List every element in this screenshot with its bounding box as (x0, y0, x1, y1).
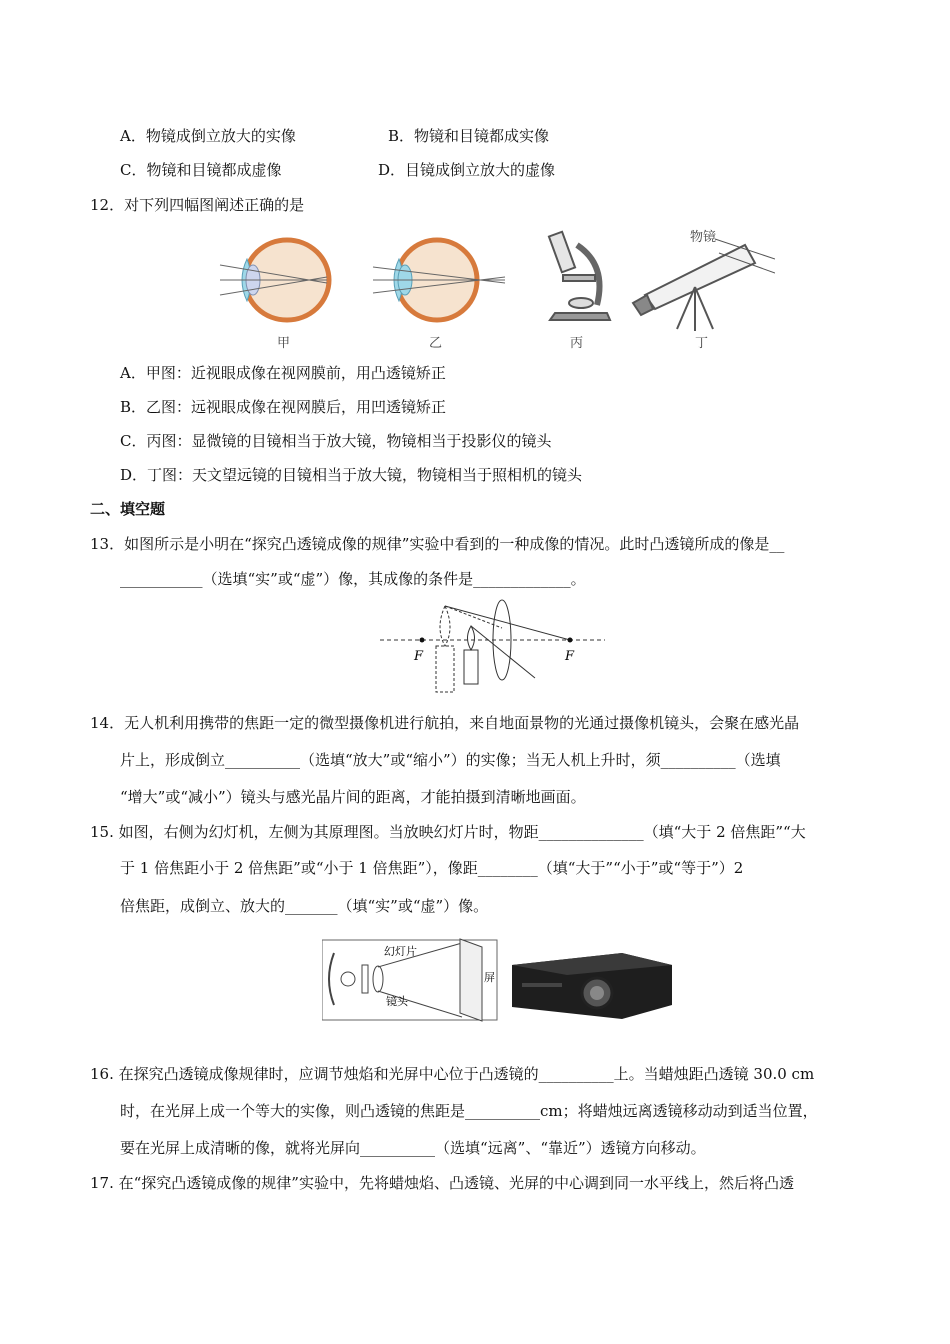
q15-projector-figure (322, 935, 677, 1023)
q14-line1: 14．无人机利用携带的焦距一定的微型摄像机进行航拍，来自地面景物的光通过摄像机镜头，会聚在感光晶 (90, 714, 800, 732)
eye-figure-jia (220, 240, 329, 320)
lens-label: 镜头 (386, 995, 408, 1008)
q16-line1: 16. 在探究凸透镜成像规律时，应调节烛焰和光屏中心位于凸透镜的__________上。当蜡烛距凸透镜 30.0 cm (90, 1065, 815, 1083)
q11-option-a: A．物镜成倒立放大的实像 (120, 127, 296, 145)
q15-line1: 15. 如图，右侧为幻灯机，左侧为其原理图。当放映幻灯片时，物距______________（填“大于 2 倍焦距”“大 (90, 823, 806, 841)
q11-option-b: B．物镜和目镜都成实像 (388, 127, 550, 145)
q12-option-a: A．甲图：近视眼成像在视网膜前，用凸透镜矫正 (120, 364, 446, 382)
microscope-figure (549, 232, 610, 320)
q17-line1: 17. 在“探究凸透镜成像的规律”实验中，先将蜡烛焰、凸透镜、光屏的中心调到同一水平线上，然后将凸透 (90, 1174, 794, 1192)
q12-option-d: D．丁图：天文望远镜的目镜相当于放大镜，物镜相当于照相机的镜头 (120, 466, 583, 484)
q12-figures (215, 225, 775, 355)
q13-lens-diagram (380, 598, 605, 698)
focal-point-left: F (414, 649, 424, 664)
telescope-figure (633, 239, 775, 331)
q12-stem: 12．对下列四幅图阐述正确的是 (90, 196, 305, 214)
q14-line3: “增大”或“减小”）镜头与感光晶片间的距离，才能拍摄到清晰地画面。 (120, 788, 586, 806)
caption-yi: 乙 (429, 336, 443, 351)
q15-line3: 倍焦距，成倒立、放大的_______（填“实”或“虚”）像。 (120, 897, 489, 915)
caption-jia: 甲 (277, 336, 291, 351)
telescope-label: 物镜 (690, 230, 717, 245)
q13-line2: ___________（选填“实”或“虚”）像，其成像的条件是_____________。 (120, 570, 586, 588)
caption-bing: 丙 (570, 336, 584, 351)
q15-line2: 于 1 倍焦距小于 2 倍焦距”或“小于 1 倍焦距”），像距________（填“大于”“小于”或“等于”）2 (120, 859, 744, 877)
q16-line2: 时，在光屏上成一个等大的实像，则凸透镜的焦距是__________cm；将蜡烛远离透镜移动动到适当位置， (120, 1102, 818, 1120)
screen-label: 屏 (484, 971, 495, 984)
eye-figure-yi (373, 240, 505, 320)
q16-line3: 要在光屏上成清晰的像，就将光屏向__________（选填“远离”、“靠近”）透镜方向移动。 (120, 1139, 706, 1157)
q11-option-d: D．目镜成倒立放大的虚像 (378, 161, 556, 179)
focal-point-right: F (565, 649, 575, 664)
slide-label: 幻灯片 (384, 945, 417, 958)
q13-line1: 13．如图所示是小明在“探究凸透镜成像的规律”实验中看到的一种成像的情况。此时凸透镜所成的像是__ (90, 535, 785, 553)
caption-ding: 丁 (695, 336, 709, 351)
q14-line2: 片上，形成倒立__________（选填“放大”或“缩小”）的实像；当无人机上升时，须__________（选填 (120, 751, 781, 769)
q12-option-b: B．乙图：远视眼成像在视网膜后，用凹透镜矫正 (120, 398, 447, 416)
q11-option-c: C．物镜和目镜都成虚像 (120, 161, 282, 179)
section-title: 二、填空题 (90, 500, 166, 518)
q12-option-c: C．丙图：显微镜的目镜相当于放大镜，物镜相当于投影仪的镜头 (120, 432, 552, 450)
projector-image (512, 953, 672, 1019)
